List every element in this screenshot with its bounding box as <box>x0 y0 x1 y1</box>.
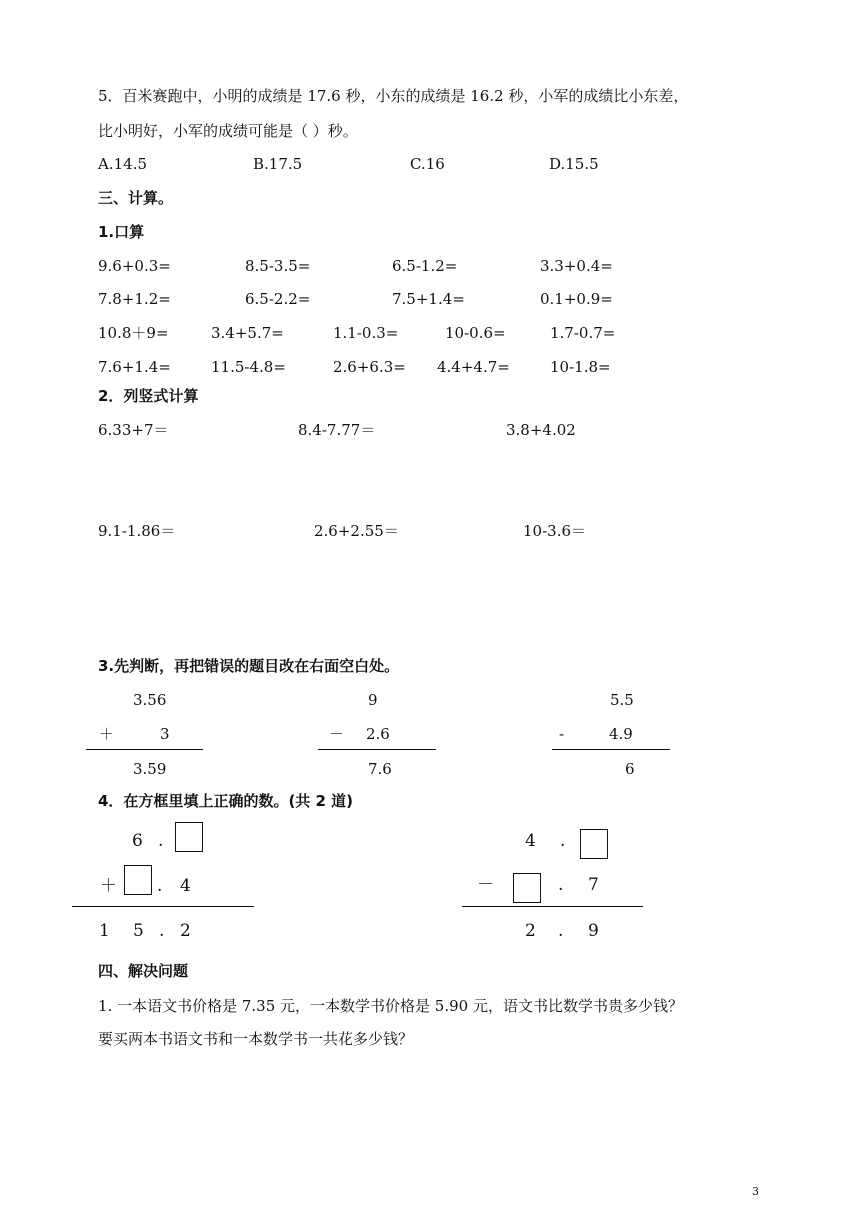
judge-3-line <box>552 749 670 750</box>
fill-2-result-digit: 2 <box>525 921 536 941</box>
q5-line2: 比小明好，小军的成绩可能是（ ）秒。 <box>98 122 358 140</box>
q5-option-c: C.16 <box>410 155 445 173</box>
oral-item: 10-0.6= <box>445 324 506 342</box>
judge-1-operator: ＋ <box>99 725 115 743</box>
fill-title: 4．在方框里填上正确的数。(共 2 道) <box>98 792 354 810</box>
vertical-item: 10-3.6＝ <box>523 522 587 540</box>
fill-2-answer-box[interactable] <box>580 829 608 859</box>
oral-item: 4.4+4.7= <box>437 358 510 376</box>
oral-item: 2.6+6.3= <box>333 358 406 376</box>
vertical-item: 2.6+2.55＝ <box>314 522 399 540</box>
oral-item: 6.5-2.2= <box>245 290 311 308</box>
section4-title: 四、解决问题 <box>98 962 189 980</box>
fill-2-dot: . <box>560 831 566 851</box>
judge-2-top: 9 <box>368 691 378 709</box>
judge-title: 3.先判断，再把错误的题目改在右面空白处。 <box>98 657 400 675</box>
vertical-item: 6.33+7＝ <box>98 421 169 439</box>
oral-item: 9.6+0.3= <box>98 257 171 275</box>
oral-item: 7.5+1.4= <box>392 290 465 308</box>
oral-item: 0.1+0.9= <box>540 290 613 308</box>
judge-2-line <box>318 749 436 750</box>
q5-option-d: D.15.5 <box>549 155 599 173</box>
page-number: 3 <box>752 1185 759 1198</box>
fill-1-answer-box[interactable] <box>124 865 152 895</box>
fill-1-result-digit: 1 <box>99 921 110 941</box>
vertical-item: 3.8+4.02 <box>506 421 576 439</box>
fill-1-result-digit: 2 <box>180 921 191 941</box>
vertical-item: 9.1-1.86＝ <box>98 522 176 540</box>
oral-item: 8.5-3.5= <box>245 257 311 275</box>
fill-2-answer-box[interactable] <box>513 873 541 903</box>
judge-3-bottom: 4.9 <box>609 725 633 743</box>
oral-item: 7.6+1.4= <box>98 358 171 376</box>
fill-1-digit: 4 <box>180 876 191 896</box>
fill-1-dot: . <box>157 876 163 896</box>
fill-1-result-digit: 5 <box>133 921 144 941</box>
judge-2-result: 7.6 <box>368 760 392 778</box>
fill-2-digit: 4 <box>525 831 536 851</box>
fill-2-dot: . <box>558 921 564 941</box>
judge-1-top: 3.56 <box>133 691 167 709</box>
vertical-title: 2．列竖式计算 <box>98 387 199 405</box>
judge-3-top: 5.5 <box>610 691 634 709</box>
fill-1-dot: . <box>158 831 164 851</box>
vertical-item: 8.4-7.77＝ <box>298 421 376 439</box>
q5-option-b: B.17.5 <box>253 155 303 173</box>
fill-2-operator: － <box>477 875 494 895</box>
section3-title: 三、计算。 <box>98 189 174 207</box>
oral-item: 10.8＋9= <box>98 324 169 342</box>
fill-1-answer-box[interactable] <box>175 822 203 852</box>
oral-item: 10-1.8= <box>550 358 611 376</box>
judge-2-operator: － <box>329 725 345 743</box>
fill-1-operator: ＋ <box>100 876 117 896</box>
judge-1-line <box>86 749 203 750</box>
fill-2-digit: 7 <box>588 875 599 895</box>
fill-1-line <box>72 906 254 907</box>
fill-1-dot: . <box>159 921 165 941</box>
oral-item: 6.5-1.2= <box>392 257 458 275</box>
oral-item: 7.8+1.2= <box>98 290 171 308</box>
q5-line1: 5．百米赛跑中，小明的成绩是 17.6 秒，小东的成绩是 16.2 秒，小军的成绩比小东差， <box>98 87 689 105</box>
fill-2-dot: . <box>558 875 564 895</box>
judge-1-bottom: 3 <box>160 725 170 743</box>
q5-option-a: A.14.5 <box>98 155 147 173</box>
section4-q1-line2: 要买两本书语文书和一本数学书一共花多少钱？ <box>98 1030 414 1048</box>
oral-item: 11.5-4.8= <box>211 358 286 376</box>
oral-item: 1.1-0.3= <box>333 324 399 342</box>
fill-2-result-digit: 9 <box>588 921 599 941</box>
oral-title: 1.口算 <box>98 223 145 241</box>
oral-item: 3.3+0.4= <box>540 257 613 275</box>
judge-1-result: 3.59 <box>133 760 167 778</box>
fill-1-digit: 6 <box>132 831 143 851</box>
judge-3-result: 6 <box>625 760 635 778</box>
section4-q1-line1: 1. 一本语文书价格是 7.35 元，一本数学书价格是 5.90 元，语文书比数学书贵多少钱？ <box>98 997 683 1015</box>
judge-2-bottom: 2.6 <box>366 725 390 743</box>
oral-item: 1.7-0.7= <box>550 324 616 342</box>
fill-2-line <box>462 906 643 907</box>
oral-item: 3.4+5.7= <box>211 324 284 342</box>
judge-3-operator: - <box>559 725 565 743</box>
